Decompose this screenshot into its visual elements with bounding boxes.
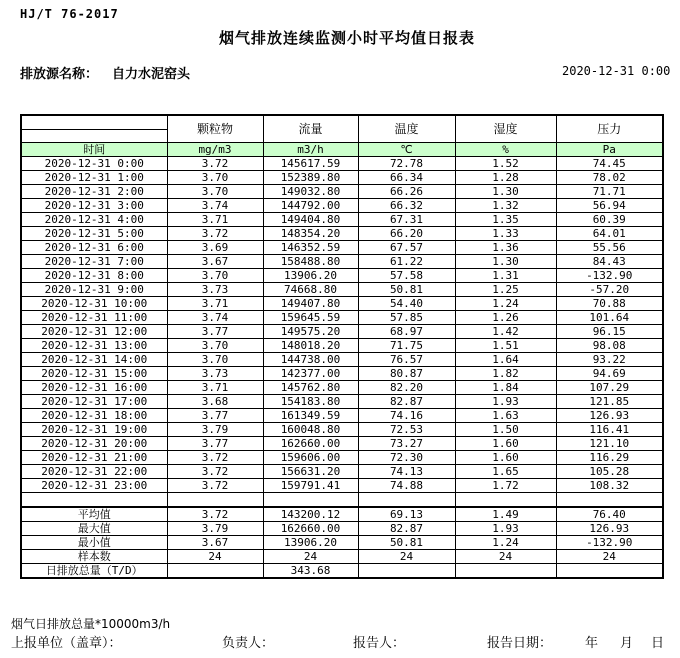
value-cell: 3.71 <box>167 213 263 227</box>
value-cell: 107.29 <box>556 381 663 395</box>
value-cell: 159791.41 <box>263 479 358 493</box>
value-cell: 145617.59 <box>263 157 358 171</box>
value-cell: 126.93 <box>556 409 663 423</box>
data-row <box>21 227 663 241</box>
value-cell: 24 <box>455 550 556 564</box>
data-row <box>21 423 663 437</box>
value-cell: 3.77 <box>167 409 263 423</box>
value-cell: 1.51 <box>455 339 556 353</box>
value-cell: 3.74 <box>167 311 263 325</box>
value-cell: 154183.80 <box>263 395 358 409</box>
value-cell: 74.16 <box>358 409 455 423</box>
monitoring-table <box>20 114 664 579</box>
value-cell: 1.30 <box>455 185 556 199</box>
value-cell: 57.85 <box>358 311 455 325</box>
value-cell: 71.71 <box>556 185 663 199</box>
value-cell: 121.10 <box>556 437 663 451</box>
value-cell: 84.43 <box>556 255 663 269</box>
value-cell: 82.87 <box>358 522 455 536</box>
header-row-params <box>21 115 663 130</box>
value-cell: 54.40 <box>358 297 455 311</box>
time-cell: 2020-12-31 16:00 <box>21 381 167 395</box>
value-cell: 148354.20 <box>263 227 358 241</box>
time-cell: 2020-12-31 17:00 <box>21 395 167 409</box>
value-cell: 78.02 <box>556 171 663 185</box>
value-cell: 82.87 <box>358 395 455 409</box>
month-label: 月 <box>620 636 634 651</box>
data-row <box>21 353 663 367</box>
value-cell: 56.94 <box>556 199 663 213</box>
value-cell: 1.33 <box>455 227 556 241</box>
value-cell: 64.01 <box>556 227 663 241</box>
value-cell: 98.08 <box>556 339 663 353</box>
value-cell: 1.60 <box>455 437 556 451</box>
unit-cell: % <box>455 143 556 157</box>
time-cell: 2020-12-31 1:00 <box>21 171 167 185</box>
day-label: 日 <box>651 636 665 651</box>
data-row <box>21 465 663 479</box>
value-cell: 143200.12 <box>263 507 358 522</box>
value-cell: 3.69 <box>167 241 263 255</box>
value-cell <box>358 564 455 579</box>
value-cell: 149404.80 <box>263 213 358 227</box>
value-cell: 3.68 <box>167 395 263 409</box>
value-cell: 3.74 <box>167 199 263 213</box>
value-cell: 1.49 <box>455 507 556 522</box>
value-cell: 74.13 <box>358 465 455 479</box>
unit-cell: ℃ <box>358 143 455 157</box>
data-row <box>21 479 663 493</box>
data-row <box>21 395 663 409</box>
value-cell: 144792.00 <box>263 199 358 213</box>
value-cell: 1.72 <box>455 479 556 493</box>
value-cell: 159645.59 <box>263 311 358 325</box>
year-label: 年 <box>585 636 599 651</box>
value-cell: 116.41 <box>556 423 663 437</box>
value-cell: 72.78 <box>358 157 455 171</box>
time-cell: 2020-12-31 11:00 <box>21 311 167 325</box>
data-row <box>21 269 663 283</box>
value-cell: 149575.20 <box>263 325 358 339</box>
time-cell: 2020-12-31 23:00 <box>21 479 167 493</box>
value-cell: 3.71 <box>167 381 263 395</box>
summary-row <box>21 564 663 579</box>
label-cell: 平均值 <box>21 507 167 522</box>
value-cell: 24 <box>556 550 663 564</box>
value-cell: 1.50 <box>455 423 556 437</box>
time-cell: 2020-12-31 9:00 <box>21 283 167 297</box>
value-cell: 1.31 <box>455 269 556 283</box>
value-cell: 50.81 <box>358 283 455 297</box>
label-cell: 样本数 <box>21 550 167 564</box>
value-cell: 162660.00 <box>263 437 358 451</box>
data-row <box>21 157 663 171</box>
value-cell: -57.20 <box>556 283 663 297</box>
data-row <box>21 241 663 255</box>
report-time: 2020-12-31 0:00 <box>562 64 671 78</box>
value-cell: 1.28 <box>455 171 556 185</box>
value-cell: 3.70 <box>167 185 263 199</box>
stamp-label: 上报单位（盖章）： <box>11 636 122 651</box>
value-cell: 3.72 <box>167 451 263 465</box>
value-cell: 145762.80 <box>263 381 358 395</box>
value-cell: 93.22 <box>556 353 663 367</box>
value-cell: 66.26 <box>358 185 455 199</box>
header-row-units <box>21 143 663 157</box>
value-cell: 3.72 <box>167 465 263 479</box>
value-cell: 158488.80 <box>263 255 358 269</box>
value-cell: 1.60 <box>455 451 556 465</box>
value-cell: 3.72 <box>167 507 263 522</box>
value-cell: 1.93 <box>455 395 556 409</box>
value-cell: 1.24 <box>455 536 556 550</box>
value-cell: 66.32 <box>358 199 455 213</box>
summary-row <box>21 507 663 522</box>
value-cell <box>455 564 556 579</box>
value-cell: 74668.80 <box>263 283 358 297</box>
value-cell: 70.88 <box>556 297 663 311</box>
time-cell: 2020-12-31 3:00 <box>21 199 167 213</box>
reporter-label: 报告人： <box>353 636 406 651</box>
value-cell: 3.70 <box>167 339 263 353</box>
data-row <box>21 311 663 325</box>
col-header-pressure: 压力 <box>556 115 663 143</box>
value-cell: 3.67 <box>167 255 263 269</box>
page-title: 烟气排放连续监测小时平均值日报表 <box>218 29 475 47</box>
value-cell: 149407.80 <box>263 297 358 311</box>
value-cell: 142377.00 <box>263 367 358 381</box>
time-cell: 2020-12-31 7:00 <box>21 255 167 269</box>
value-cell: 67.31 <box>358 213 455 227</box>
time-header-cell: 时间 <box>21 143 167 157</box>
value-cell: 161349.59 <box>263 409 358 423</box>
value-cell: 343.68 <box>263 564 358 579</box>
value-cell: 82.20 <box>358 381 455 395</box>
value-cell: 126.93 <box>556 522 663 536</box>
value-cell: 67.57 <box>358 241 455 255</box>
value-cell: 156631.20 <box>263 465 358 479</box>
data-row <box>21 255 663 269</box>
source-label: 排放源名称： <box>20 67 99 82</box>
value-cell: 72.30 <box>358 451 455 465</box>
value-cell: 73.27 <box>358 437 455 451</box>
value-cell: 1.35 <box>455 213 556 227</box>
data-row <box>21 283 663 297</box>
unit-cell: m3/h <box>263 143 358 157</box>
time-cell: 2020-12-31 20:00 <box>21 437 167 451</box>
value-cell: -132.90 <box>556 536 663 550</box>
data-row <box>21 325 663 339</box>
time-cell: 2020-12-31 2:00 <box>21 185 167 199</box>
value-cell: 24 <box>263 550 358 564</box>
header-blank-cell <box>21 130 167 143</box>
value-cell: 74.45 <box>556 157 663 171</box>
value-cell: 3.70 <box>167 269 263 283</box>
value-cell: 68.97 <box>358 325 455 339</box>
value-cell: 3.67 <box>167 536 263 550</box>
value-cell: 76.57 <box>358 353 455 367</box>
spacer-row <box>21 493 663 508</box>
value-cell: 72.53 <box>358 423 455 437</box>
col-header-flow: 流量 <box>263 115 358 143</box>
value-cell: 116.29 <box>556 451 663 465</box>
value-cell: 1.52 <box>455 157 556 171</box>
value-cell: 149032.80 <box>263 185 358 199</box>
data-row <box>21 409 663 423</box>
time-cell: 2020-12-31 21:00 <box>21 451 167 465</box>
value-cell <box>556 564 663 579</box>
footer-note: 烟气日排放总量*10000m3/h <box>11 617 171 631</box>
value-cell: 3.73 <box>167 367 263 381</box>
time-cell: 2020-12-31 14:00 <box>21 353 167 367</box>
value-cell: 1.42 <box>455 325 556 339</box>
data-row <box>21 297 663 311</box>
time-cell: 2020-12-31 13:00 <box>21 339 167 353</box>
value-cell: 96.15 <box>556 325 663 339</box>
time-cell: 2020-12-31 0:00 <box>21 157 167 171</box>
data-row <box>21 451 663 465</box>
value-cell: 159606.00 <box>263 451 358 465</box>
col-header-temperature: 温度 <box>358 115 455 143</box>
summary-row <box>21 536 663 550</box>
time-cell: 2020-12-31 22:00 <box>21 465 167 479</box>
value-cell: 160048.80 <box>263 423 358 437</box>
value-cell: 3.70 <box>167 171 263 185</box>
value-cell: 1.65 <box>455 465 556 479</box>
value-cell: 76.40 <box>556 507 663 522</box>
time-cell: 2020-12-31 6:00 <box>21 241 167 255</box>
data-row <box>21 213 663 227</box>
col-header-humidity: 湿度 <box>455 115 556 143</box>
value-cell: 146352.59 <box>263 241 358 255</box>
value-cell: 55.56 <box>556 241 663 255</box>
col-header-particulate: 颗粒物 <box>167 115 263 143</box>
value-cell: 1.30 <box>455 255 556 269</box>
value-cell: 3.77 <box>167 437 263 451</box>
data-row <box>21 185 663 199</box>
value-cell: 24 <box>167 550 263 564</box>
value-cell <box>167 564 263 579</box>
value-cell: 1.36 <box>455 241 556 255</box>
source-line <box>20 63 190 82</box>
value-cell: -132.90 <box>556 269 663 283</box>
value-cell: 108.32 <box>556 479 663 493</box>
value-cell: 148018.20 <box>263 339 358 353</box>
value-cell: 57.58 <box>358 269 455 283</box>
value-cell: 144738.00 <box>263 353 358 367</box>
data-row <box>21 171 663 185</box>
value-cell: 71.75 <box>358 339 455 353</box>
value-cell: 1.93 <box>455 522 556 536</box>
value-cell: 69.13 <box>358 507 455 522</box>
summary-row <box>21 522 663 536</box>
value-cell: 74.88 <box>358 479 455 493</box>
value-cell: 50.81 <box>358 536 455 550</box>
table-body <box>21 157 663 493</box>
value-cell: 3.72 <box>167 479 263 493</box>
data-row <box>21 367 663 381</box>
report-date-label: 报告日期： <box>487 636 553 651</box>
value-cell: 66.20 <box>358 227 455 241</box>
value-cell: 3.79 <box>167 522 263 536</box>
value-cell: 3.71 <box>167 297 263 311</box>
source-name: 自力水泥窑头 <box>112 67 191 82</box>
value-cell: 105.28 <box>556 465 663 479</box>
value-cell: 13906.20 <box>263 536 358 550</box>
value-cell: 3.70 <box>167 353 263 367</box>
value-cell: 80.87 <box>358 367 455 381</box>
value-cell: 1.84 <box>455 381 556 395</box>
time-cell: 2020-12-31 10:00 <box>21 297 167 311</box>
summary-row <box>21 550 663 564</box>
value-cell: 3.73 <box>167 283 263 297</box>
label-cell: 日排放总量（T/D） <box>21 564 167 579</box>
time-cell: 2020-12-31 12:00 <box>21 325 167 339</box>
time-cell: 2020-12-31 5:00 <box>21 227 167 241</box>
value-cell: 1.25 <box>455 283 556 297</box>
value-cell: 162660.00 <box>263 522 358 536</box>
data-row <box>21 437 663 451</box>
value-cell: 3.79 <box>167 423 263 437</box>
time-cell: 2020-12-31 4:00 <box>21 213 167 227</box>
data-row <box>21 381 663 395</box>
time-cell: 2020-12-31 19:00 <box>21 423 167 437</box>
value-cell: 60.39 <box>556 213 663 227</box>
value-cell: 1.63 <box>455 409 556 423</box>
value-cell: 13906.20 <box>263 269 358 283</box>
value-cell: 94.69 <box>556 367 663 381</box>
value-cell: 3.72 <box>167 157 263 171</box>
data-row <box>21 339 663 353</box>
value-cell: 1.64 <box>455 353 556 367</box>
header-blank-cell <box>21 115 167 130</box>
doc-code: HJ/T 76-2017 <box>20 7 119 21</box>
value-cell: 1.82 <box>455 367 556 381</box>
summary-body <box>21 507 663 578</box>
time-cell: 2020-12-31 15:00 <box>21 367 167 381</box>
value-cell: 24 <box>358 550 455 564</box>
unit-cell: Pa <box>556 143 663 157</box>
value-cell: 1.26 <box>455 311 556 325</box>
value-cell: 61.22 <box>358 255 455 269</box>
value-cell: 1.32 <box>455 199 556 213</box>
value-cell: 101.64 <box>556 311 663 325</box>
label-cell: 最大值 <box>21 522 167 536</box>
data-row <box>21 199 663 213</box>
value-cell: 3.77 <box>167 325 263 339</box>
value-cell: 66.34 <box>358 171 455 185</box>
value-cell: 152389.80 <box>263 171 358 185</box>
time-cell: 2020-12-31 8:00 <box>21 269 167 283</box>
label-cell: 最小值 <box>21 536 167 550</box>
value-cell: 121.85 <box>556 395 663 409</box>
value-cell: 1.24 <box>455 297 556 311</box>
responsible-label: 负责人： <box>222 636 275 651</box>
time-cell: 2020-12-31 18:00 <box>21 409 167 423</box>
unit-cell: mg/m3 <box>167 143 263 157</box>
value-cell: 3.72 <box>167 227 263 241</box>
